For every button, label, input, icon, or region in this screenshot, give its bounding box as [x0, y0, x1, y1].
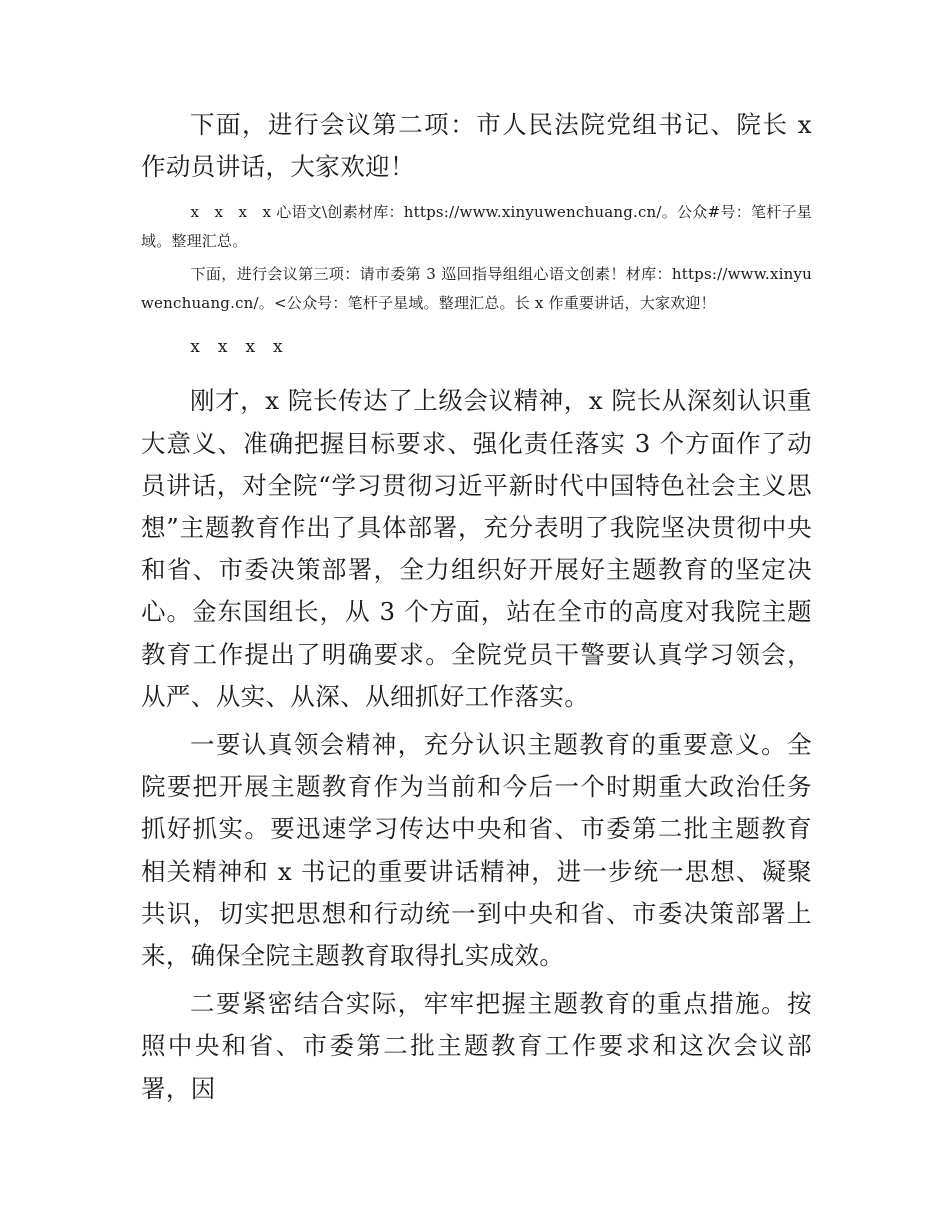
spacer	[141, 362, 812, 380]
paragraph-speaker-placeholder: x x x x	[190, 337, 284, 358]
paragraph-point-one: 一要认真领会精神，充分认识主题教育的重要意义。全院要把开展主题教育作为当前和今后一个时期重大政治任务抓好抓实。要迅速学习传达中央和省、市委第二批主题教育相关精神和 x 书记的重要讲话精神，进一步统一思想、凝聚共识，切实把思想和行动统一到中央和省、市委决策部署上来，确保全院主题教育取得扎实成效。	[141, 730, 812, 971]
paragraph-source-note: x x x x 心语文\创素材库：https://www.xinyuwenchuang.cn/。公众#号：笔杆子星域。整理汇总。	[141, 203, 812, 251]
spacer	[141, 318, 812, 332]
paragraph-second-item: 下面，进行会议第二项：市人民法院党组书记、院长 x 作动员讲话，大家欢迎！	[141, 110, 812, 182]
spacer	[141, 188, 812, 198]
paragraph-summary: 刚才，x 院长传达了上级会议精神，x 院长从深刻认识重大意义、准确把握目标要求、强化责任落实 3 个方面作了动员讲话，对全院“学习贯彻习近平新时代中国特色社会主义思想”主题教育作出了具体部署，充分表明了我院坚决贯彻中央和省、市委决策部署，全力组织好开展好主题教育的坚定决心。金东国组长，从 3 个方面，站在全市的高度对我院主题教育工作提出了明确要求。全院党员干警要认真学习领会，从严、从实、从深、从细抓好工作落实。	[141, 386, 812, 711]
paragraph-third-item: 下面，进行会议第三项：请市委第 3 巡回指导组组心语文创素！材库：https://www.xinyuwenchuang.cn/。<公众号：笔杆子星域。整理汇总。长 x 作重要讲话，大家欢迎！	[141, 265, 812, 313]
paragraph-point-two: 二要紧密结合实际，牢牢把握主题教育的重点措施。按照中央和省、市委第二批主题教育工作要求和这次会议部署，因	[141, 989, 812, 1103]
